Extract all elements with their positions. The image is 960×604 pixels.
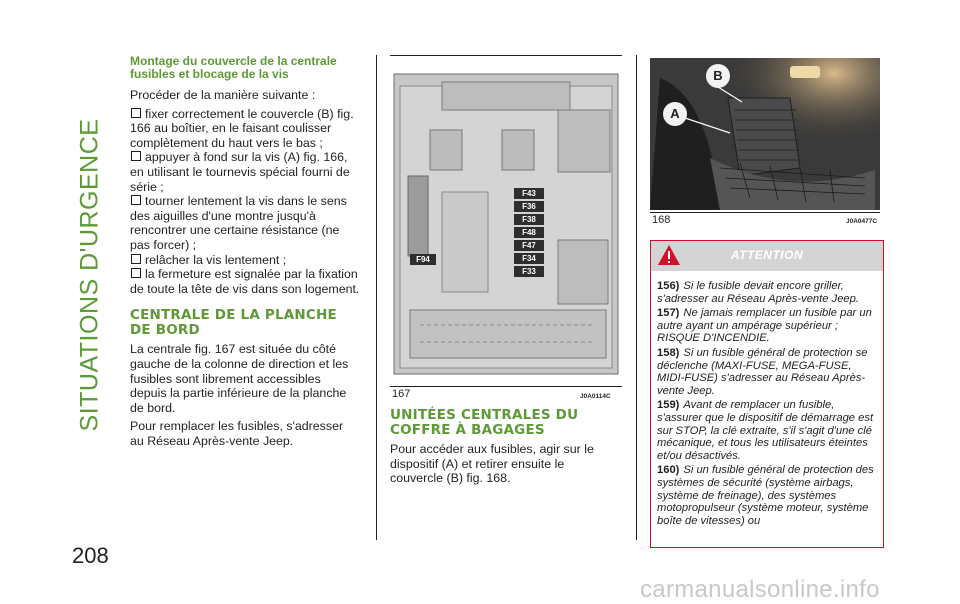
fuse-label: F94 — [410, 254, 436, 265]
section-heading: CENTRALE DE LA PLANCHE DE BORD — [130, 307, 337, 339]
page-number: 208 — [72, 543, 109, 568]
figure-code: J0A0114C — [580, 393, 611, 400]
column-2 — [390, 408, 620, 490]
intro-text: Procéder de la manière suivante : — [130, 88, 316, 102]
attention-item: 160) Si un fusible général de protection des systèmes de sécurité (système airbags, système de freinage), des systèmes motopropulseur (système moteur, système boîte de vitesses) ou — [657, 464, 874, 527]
body-paragraph: Pour accéder aux fusibles, agir sur le dispositif (A) et retirer ensuite le couvercle (B) fig. 168. — [390, 442, 594, 486]
column-divider — [636, 55, 637, 540]
attention-header — [651, 241, 883, 271]
column-divider — [376, 55, 377, 540]
step-item: appuyer à fond sur la vis (A) fig. 166, en utilisant le tournevis spécial fourni de série ; — [130, 150, 350, 194]
step-item: la fermeture est signalée par la fixation de toute la tête de vis dans son logement. — [130, 267, 360, 296]
fuse-label: F33 — [514, 266, 544, 277]
step-item: relâcher la vis lentement ; — [130, 253, 360, 268]
figure-number: 168 — [652, 214, 671, 226]
attention-item: 156) Si le fusible devait encore griller, s'adresser au Réseau Après-vente Jeep. — [657, 280, 859, 305]
body-paragraph: Pour remplacer les fusibles, s'adresser au Réseau Après-vente Jeep. — [130, 419, 344, 448]
section-heading: UNITÉES CENTRALES DU COFFRE À BAGAGES — [390, 407, 579, 438]
watermark-text: carmanualsonline.info — [640, 576, 880, 603]
chapter-title-text: SITUATIONS D'URGENCE — [75, 118, 104, 432]
attention-title: ATTENTION — [730, 248, 804, 262]
callout-a-label: A — [670, 106, 680, 121]
checkbox-bullet-icon — [131, 268, 141, 278]
attention-item: 158) Si un fusible général de protection se déclenche (MAXI-FUSE, MEGA-FUSE, MIDI-FUSE) s'adresser au Réseau Après-vente Jeep. — [657, 346, 868, 397]
attention-item: 157) Ne jamais remplacer un fusible par un autre ayant un ampérage supérieur ; RISQUE D'INCENDIE. — [657, 307, 872, 345]
caption-rule — [390, 386, 622, 387]
figure-top-rule — [390, 55, 622, 56]
fuse-label: F36 — [514, 201, 544, 212]
figure-number: 167 — [392, 388, 411, 400]
attention-item: 159) Avant de remplacer un fusible, s'assurer que le dispositif de démarrage est sur STOP, la clé extraite, s'il s'agit d'une clé mécanique, et tous les utilisateurs éteintes et/ou désactivés. — [657, 399, 874, 462]
subheading: Montage du couvercle de la centrale fusibles et blocage de la vis — [130, 54, 337, 81]
callout-b-label: B — [713, 68, 723, 83]
caption-rule — [650, 212, 880, 213]
checkbox-bullet-icon — [131, 108, 141, 118]
fuse-label: F43 — [514, 188, 544, 199]
figure-code: J0A0477C — [846, 218, 878, 225]
fuse-box-figure — [390, 60, 622, 385]
attention-body — [651, 271, 883, 527]
column-1 — [130, 55, 360, 452]
fuse-label: F47 — [514, 240, 544, 251]
step-item: fixer correctement le couvercle (B) fig. 166 au boîtier, en le faisant coulisser complètement du haut vers le bas ; — [130, 106, 354, 150]
fuse-label: F48 — [514, 227, 544, 238]
attention-box — [650, 240, 884, 548]
body-paragraph: La centrale fig. 167 est située du côté gauche de la colonne de direction et les fusibles sont librement accessibles depuis la partie inférieure de la planche de bord. — [130, 342, 349, 415]
fuse-label: F38 — [514, 214, 544, 225]
checkbox-bullet-icon — [131, 151, 141, 161]
trunk-photo-figure — [650, 58, 880, 210]
trunk-photo-illustration — [650, 58, 880, 210]
chapter-title — [70, 40, 110, 510]
checkbox-bullet-icon — [131, 254, 141, 264]
step-item: tourner lentement la vis dans le sens des aiguilles d'une montre jusqu'à rencontrer une certaine résistance (ne pas forcer) ; — [130, 194, 347, 252]
fuse-box-illustration — [390, 60, 622, 385]
checkbox-bullet-icon — [131, 195, 141, 205]
fuse-label: F34 — [514, 253, 544, 264]
